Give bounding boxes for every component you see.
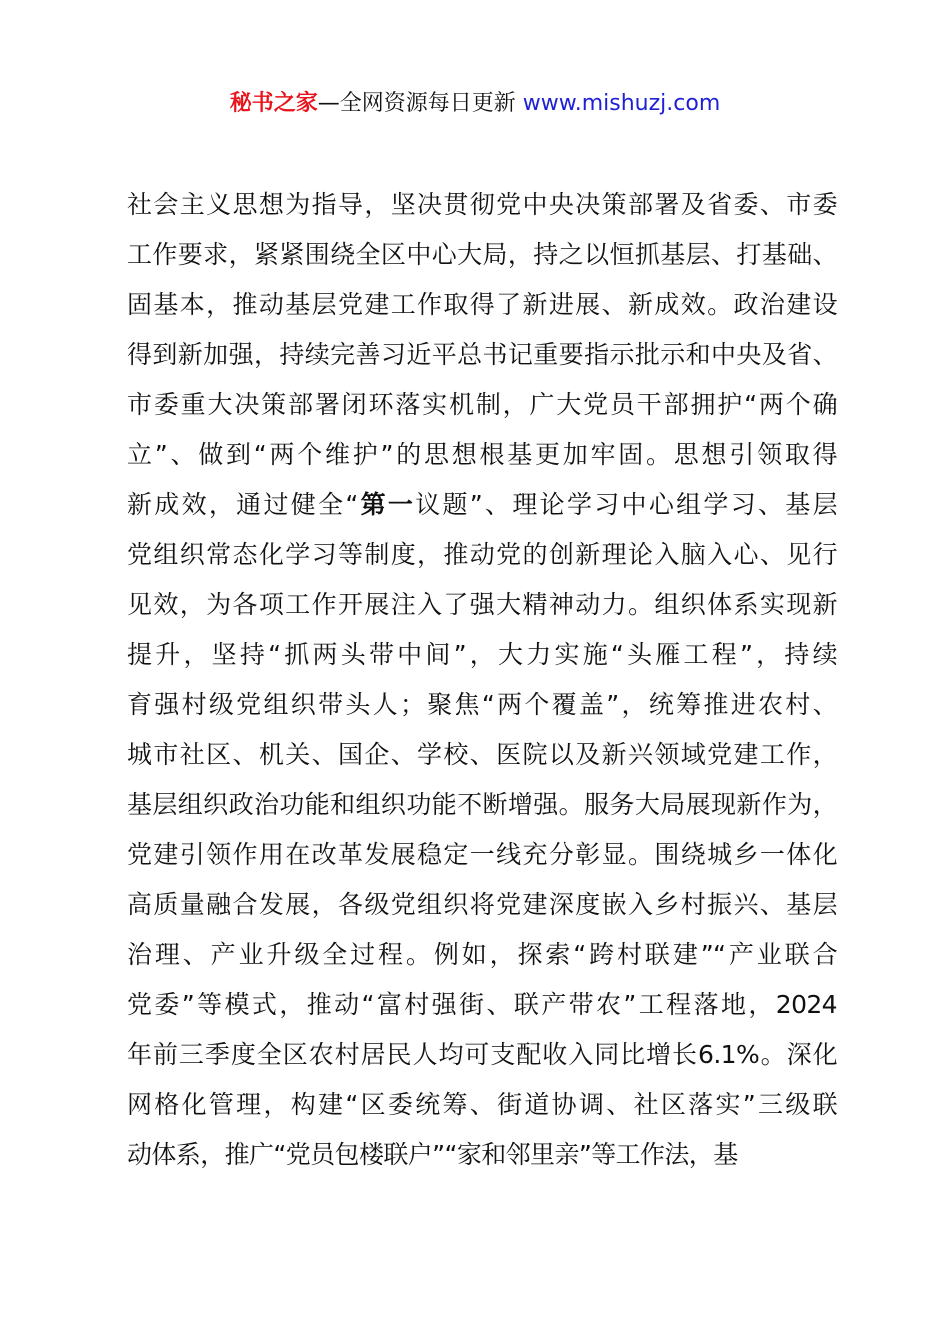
text-line: 城市社区、机关、国企、学校、医院以及新兴领域党建工作， bbox=[127, 740, 837, 769]
text-line: 工作要求，紧紧围绕全区中心大局，持之以恒抓基层、打基础、 bbox=[127, 240, 837, 269]
text-segment: 议题”、理论学习中心组学习、基层 bbox=[415, 490, 837, 519]
text-segment: 新成效，通过健全“ bbox=[127, 490, 358, 519]
text-line: 得到新加强，持续完善习近平总书记重要指示批示和中央及省、 bbox=[127, 340, 837, 369]
header-tagline: —全网资源每日更新 bbox=[317, 91, 523, 116]
text-line: 党组织常态化学习等制度，推动党的创新理论入脑入心、见行 bbox=[127, 540, 837, 569]
page-header bbox=[0, 88, 950, 120]
text-line: 提升，坚持“抓两头带中间”，大力实施“头雁工程”，持续 bbox=[127, 640, 837, 669]
text-line: 动体系，推广“党员包楼联户”“家和邻里亲”等工作法，基 bbox=[127, 1140, 738, 1169]
text-line: 固基本，推动基层党建工作取得了新进展、新成效。政治建设 bbox=[127, 290, 837, 319]
text-line: 年前三季度全区农村居民人均可支配收入同比增长6.1%。深化 bbox=[127, 1040, 837, 1069]
text-line: 见效，为各项工作开展注入了强大精神动力。组织体系实现新 bbox=[127, 590, 837, 619]
text-line: 党委”等模式，推动“富村强街、联产带农”工程落地，2024 bbox=[127, 990, 837, 1019]
text-line: 治理、产业升级全过程。例如，探索“跨村联建”“产业联合 bbox=[127, 940, 837, 969]
text-line: 网格化管理，构建“区委统筹、街道协调、社区落实”三级联 bbox=[127, 1090, 837, 1119]
body-paragraph bbox=[127, 180, 837, 1180]
text-line: 立”、做到“两个维护”的思想根基更加牢固。思想引领取得 bbox=[127, 440, 837, 469]
brand-name: 秘书之家 bbox=[229, 91, 318, 116]
text-line bbox=[127, 480, 837, 530]
text-line: 党建引领作用在改革发展稳定一线充分彰显。围绕城乡一体化 bbox=[127, 840, 837, 869]
bold-text: 第一 bbox=[357, 490, 416, 519]
website-link[interactable]: www.mishuzj.com bbox=[522, 91, 721, 116]
text-line: 基层组织政治功能和组织功能不断增强。服务大局展现新作为， bbox=[127, 790, 837, 819]
text-line: 高质量融合发展，各级党组织将党建深度嵌入乡村振兴、基层 bbox=[127, 890, 837, 919]
text-line: 育强村级党组织带头人；聚焦“两个覆盖”，统筹推进农村、 bbox=[127, 690, 837, 719]
text-line: 社会主义思想为指导，坚决贯彻党中央决策部署及省委、市委 bbox=[127, 190, 837, 219]
text-line: 市委重大决策部署闭环落实机制，广大党员干部拥护“两个确 bbox=[127, 390, 837, 419]
